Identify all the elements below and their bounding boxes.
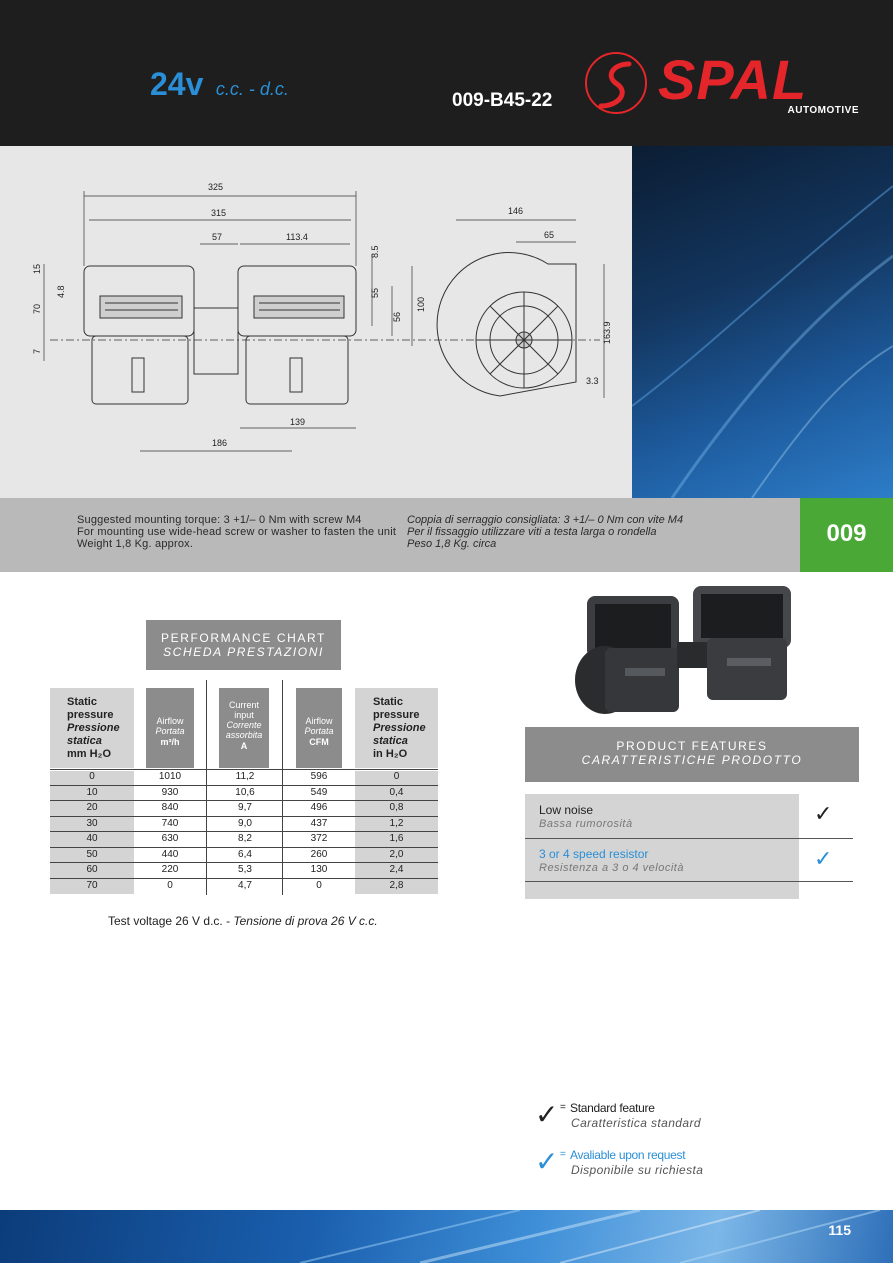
table-row: 20 840 9,7 496 0,8 (86, 802, 404, 813)
dim-113: 113.4 (286, 232, 308, 242)
spal-logo (583, 50, 863, 120)
check-standard-icon: ✓ (814, 801, 833, 826)
spal-swoosh-icon (583, 50, 653, 120)
dim-8-5: 8.5 (370, 245, 380, 258)
voltage-label (150, 66, 289, 103)
spec-line: Peso 1,8 Kg. circa (407, 538, 497, 550)
spec-line: For mounting use wide-head screw or washer to fasten the unit (77, 526, 397, 538)
title-en: PRODUCT FEATURES (616, 739, 768, 753)
performance-chart-title (146, 620, 341, 670)
series-badge (800, 498, 893, 572)
specs-italian (407, 514, 683, 550)
title-en: PERFORMANCE CHART (161, 631, 326, 645)
dim-315: 315 (211, 208, 227, 218)
feature-divider (525, 881, 853, 882)
technical-drawing (0, 146, 632, 498)
test-voltage-en: Test voltage 26 V d.c. - (108, 914, 234, 928)
dim-186: 186 (212, 438, 228, 448)
model-code: 009-B45-22 (452, 90, 553, 111)
header-current-input: Current input Corrente assorbita A (219, 688, 269, 768)
feature-speed-resistor (539, 847, 684, 875)
footer-streaks-image (0, 1210, 893, 1263)
table-row: 0 1010 11,2 596 0 (89, 771, 400, 782)
dim-56: 56 (392, 311, 402, 322)
dim-65: 65 (544, 230, 555, 240)
check-optional-icon: ✓ (814, 846, 833, 871)
current-type: c.c. - d.c. (215, 79, 289, 99)
dim-57: 57 (212, 232, 223, 242)
table-row: 50 440 6,4 260 2,0 (86, 848, 404, 860)
spec-line: Per il fissaggio utilizzare viti a testa larga o rondella (407, 526, 657, 538)
feature-label-en: Low noise (539, 803, 594, 817)
product-features-title (525, 727, 859, 782)
blower-front-view (437, 253, 576, 396)
table-row: 60 220 5,3 130 2,4 (86, 864, 404, 875)
check-optional-icon: ✓ (535, 1146, 559, 1177)
blower-side-view (84, 266, 356, 404)
header-static-pressure-in: Static pressure Pressione statica in H₂O (355, 688, 438, 768)
legend-label-en: Avaliable upon request (570, 1148, 686, 1162)
specs-bar (0, 498, 800, 572)
header-airflow-cfm: Airflow Portata CFM (296, 688, 342, 768)
title-it: CARATTERISTICHE PRODOTTO (581, 753, 803, 767)
feature-divider (525, 838, 853, 839)
dim-325: 325 (208, 182, 224, 192)
series-code: 009 (826, 520, 867, 547)
specs-english (77, 514, 396, 550)
table-row: 30 740 9,0 437 1,2 (86, 817, 404, 829)
page-header (0, 0, 893, 146)
check-standard-icon: ✓ (535, 1099, 559, 1130)
dim-15: 15 (32, 263, 42, 274)
table-row: 70 0 4,7 0 2,8 (86, 879, 404, 891)
table-row: 40 630 8,2 372 1,6 (86, 833, 404, 844)
dim-139: 139 (290, 417, 306, 427)
title-it: SCHEDA PRESTAZIONI (163, 645, 324, 659)
performance-table-body (50, 770, 438, 894)
dim-163-9: 163.9 (602, 321, 612, 344)
feature-label-it: Bassa rumorosità (539, 818, 633, 830)
test-voltage-note (108, 914, 378, 928)
brand-name: SPAL (658, 48, 808, 111)
legend-label-it: Disponibile su richiesta (571, 1163, 704, 1177)
voltage-value: 24v (150, 66, 204, 102)
dim-146: 146 (508, 206, 524, 216)
page-number: 115 (828, 1222, 851, 1238)
background-photo (632, 146, 893, 498)
page-footer (0, 1210, 893, 1263)
dim-100: 100 (416, 296, 426, 312)
brand-subtitle: AUTOMOTIVE (787, 105, 859, 116)
dim-70: 70 (32, 303, 42, 314)
legend-equals: = (560, 1102, 566, 1113)
header-static-pressure-mm: Static pressure Pressione statica mm H₂O (50, 688, 134, 768)
dim-4-8: 4.8 (56, 285, 66, 298)
feature-label-it: Resistenza a 3 o 4 velocità (539, 862, 684, 874)
legend-equals: = (560, 1149, 566, 1160)
test-voltage-it: Tensione di prova 26 V c.c. (233, 914, 378, 928)
legend-label-it: Caratteristica standard (571, 1116, 701, 1130)
table-row: 10 930 10,6 549 0,4 (86, 786, 404, 798)
product-blower-image (565, 582, 805, 717)
spec-line: Coppia di serraggio consigliata: 3 +1/– 0 Nm con vite M4 (407, 514, 684, 526)
spec-line: Suggested mounting torque: 3 +1/– 0 Nm with screw M4 (77, 514, 362, 526)
dim-3-3: 3.3 (586, 376, 599, 386)
dim-55: 55 (370, 287, 380, 298)
legend-label-en: Standard feature (570, 1101, 655, 1115)
feature-label-en: 3 or 4 speed resistor (539, 847, 649, 861)
feature-low-noise (539, 803, 633, 831)
light-streaks-image (632, 146, 893, 498)
dimension-lines (44, 191, 604, 451)
spec-line: Weight 1,8 Kg. approx. (77, 538, 194, 550)
dim-7: 7 (32, 348, 42, 354)
header-airflow-m3h: Airflow Portata m³/h (146, 688, 194, 768)
